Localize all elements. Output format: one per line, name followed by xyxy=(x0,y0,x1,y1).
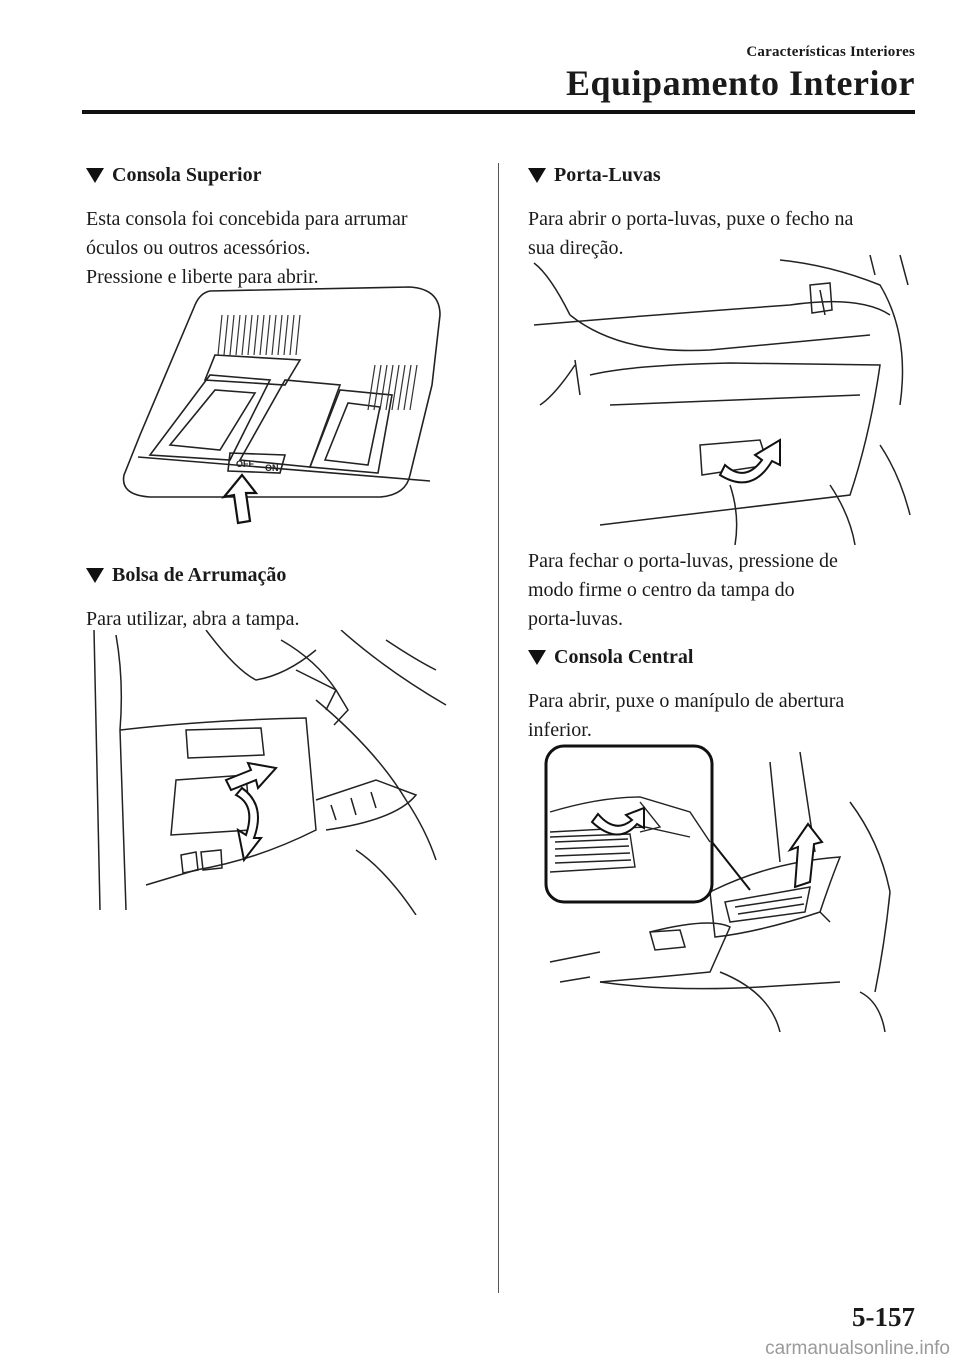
storage-pocket-illustration xyxy=(86,630,471,915)
pull-arrow-icon xyxy=(720,440,780,482)
center-console-heading xyxy=(528,646,693,669)
text-line: modo firme o centro da tampa do xyxy=(528,579,795,601)
triangle-bullet-icon xyxy=(86,168,104,183)
section-header: Características Interiores xyxy=(746,44,915,60)
text-line: porta-luvas. xyxy=(528,608,623,630)
on-label: ON xyxy=(265,463,279,473)
triangle-bullet-icon xyxy=(86,568,104,583)
triangle-bullet-icon xyxy=(528,168,546,183)
overhead-console-text xyxy=(86,205,486,292)
lift-arrow-icon xyxy=(226,763,276,790)
column-divider xyxy=(498,163,499,1293)
text-line: Para abrir, puxe o manípulo de abertura xyxy=(528,690,845,712)
text-line: Para utilizar, abra a tampa. xyxy=(86,608,300,630)
text-line: óculos ou outros acessórios. xyxy=(86,237,311,259)
overhead-console-illustration xyxy=(110,285,455,530)
glove-box-close-text xyxy=(528,547,928,634)
lift-lid-arrow-icon xyxy=(790,824,822,887)
center-console-text xyxy=(528,687,928,745)
text-line: sua direção. xyxy=(528,237,624,259)
overhead-console-title: Consola Superior xyxy=(112,164,262,186)
center-console-illustration xyxy=(540,742,910,1032)
glove-box-title: Porta-Luvas xyxy=(554,164,661,186)
header-rule xyxy=(82,110,915,114)
text-line: Para abrir o porta-luvas, puxe o fecho na xyxy=(528,208,854,230)
push-arrow-icon xyxy=(224,475,256,523)
text-line: Para fechar o porta-luvas, pressione de xyxy=(528,550,838,572)
watermark: carmanualsonline.info xyxy=(765,1338,950,1359)
chapter-title: Equipamento Interior xyxy=(565,63,915,103)
glove-box-heading xyxy=(528,164,661,187)
text-line: inferior. xyxy=(528,719,592,741)
page-number: 5-157 xyxy=(852,1302,915,1332)
storage-pocket-heading xyxy=(86,564,286,587)
overhead-console-heading xyxy=(86,164,261,187)
off-label: OFF xyxy=(236,459,254,469)
open-arrow-icon xyxy=(236,788,261,860)
text-line: Esta consola foi concebida para arrumar xyxy=(86,208,408,230)
glove-box-illustration xyxy=(530,255,920,545)
text-line: Pressione e liberte para abrir. xyxy=(86,266,319,288)
center-console-title: Consola Central xyxy=(554,646,694,668)
storage-pocket-title: Bolsa de Arrumação xyxy=(112,564,287,586)
triangle-bullet-icon xyxy=(528,650,546,665)
